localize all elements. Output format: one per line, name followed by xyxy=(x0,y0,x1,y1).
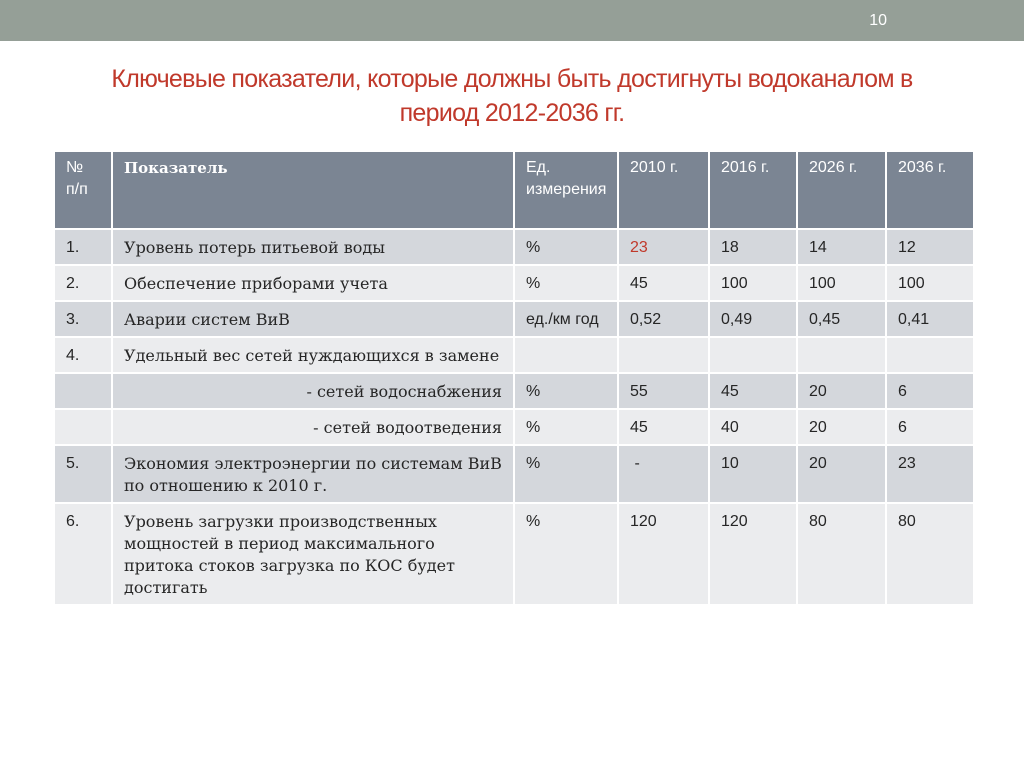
cell-2016: 10 xyxy=(709,445,797,503)
cell-2010: 45 xyxy=(618,409,709,445)
cell-2036 xyxy=(886,337,974,373)
table-row xyxy=(54,301,974,337)
cell-2010 xyxy=(618,229,709,265)
cell-2026 xyxy=(797,337,886,373)
cell-2026: 20 xyxy=(797,373,886,409)
cell-unit: ед./км год xyxy=(514,301,618,337)
cell-2036: 6 xyxy=(886,373,974,409)
cell-num: 4. xyxy=(54,337,112,373)
table-row xyxy=(54,265,974,301)
header-2016: 2016 г. xyxy=(709,151,797,229)
cell-2010: - xyxy=(618,445,709,503)
header-2026: 2026 г. xyxy=(797,151,886,229)
cell-num: 5. xyxy=(54,445,112,503)
highlighted-value: 23 xyxy=(630,239,648,256)
cell-2016: 120 xyxy=(709,503,797,605)
cell-name: Уровень потерь питьевой воды xyxy=(112,229,514,265)
cell-2036: 80 xyxy=(886,503,974,605)
cell-unit: % xyxy=(514,503,618,605)
cell-2016: 100 xyxy=(709,265,797,301)
top-bar xyxy=(0,0,1024,41)
cell-2026: 20 xyxy=(797,445,886,503)
cell-2010: 55 xyxy=(618,373,709,409)
cell-2036: 100 xyxy=(886,265,974,301)
cell-unit: % xyxy=(514,373,618,409)
cell-name: Экономия электроэнергии по системам ВиВ по отношению к 2010 г. xyxy=(112,445,514,503)
indicators-table xyxy=(53,150,975,606)
header-num: № п/п xyxy=(54,151,112,229)
cell-name: - сетей водоснабжения xyxy=(112,373,514,409)
table-row xyxy=(54,445,974,503)
cell-unit: % xyxy=(514,445,618,503)
cell-2016: 40 xyxy=(709,409,797,445)
cell-2026: 14 xyxy=(797,229,886,265)
slide-title-line-2: период 2012-2036 гг. xyxy=(399,99,625,127)
table-row xyxy=(54,229,974,265)
slide-title xyxy=(40,62,984,130)
cell-2016 xyxy=(709,337,797,373)
cell-num: 2. xyxy=(54,265,112,301)
cell-2010: 45 xyxy=(618,265,709,301)
cell-2036: 6 xyxy=(886,409,974,445)
table-row xyxy=(54,409,974,445)
cell-unit: % xyxy=(514,265,618,301)
header-2010: 2010 г. xyxy=(618,151,709,229)
cell-num: 1. xyxy=(54,229,112,265)
slide-number: 10 xyxy=(869,12,887,29)
cell-unit: % xyxy=(514,409,618,445)
cell-unit xyxy=(514,337,618,373)
cell-name: - сетей водоотведения xyxy=(112,409,514,445)
cell-2036: 12 xyxy=(886,229,974,265)
cell-2010: 120 xyxy=(618,503,709,605)
table-header-row xyxy=(54,151,974,229)
cell-name: Аварии систем ВиВ xyxy=(112,301,514,337)
cell-unit: % xyxy=(514,229,618,265)
header-unit: Ед. измерения xyxy=(514,151,618,229)
cell-num: 3. xyxy=(54,301,112,337)
cell-2016: 45 xyxy=(709,373,797,409)
cell-2036: 0,41 xyxy=(886,301,974,337)
header-name: Показатель xyxy=(112,151,514,229)
cell-2026: 100 xyxy=(797,265,886,301)
cell-2026: 0,45 xyxy=(797,301,886,337)
cell-name: Обеспечение приборами учета xyxy=(112,265,514,301)
cell-2010: 0,52 xyxy=(618,301,709,337)
table-row xyxy=(54,373,974,409)
cell-2026: 80 xyxy=(797,503,886,605)
cell-2026: 20 xyxy=(797,409,886,445)
cell-2010 xyxy=(618,337,709,373)
cell-2036: 23 xyxy=(886,445,974,503)
cell-num: 6. xyxy=(54,503,112,605)
cell-num xyxy=(54,373,112,409)
table-row xyxy=(54,503,974,605)
cell-name: Удельный вес сетей нуждающихся в замене xyxy=(112,337,514,373)
cell-2016: 0,49 xyxy=(709,301,797,337)
cell-name: Уровень загрузки производственных мощностей в период максимального притока стоков загрузка по КОС будет достигать xyxy=(112,503,514,605)
slide-title-line-1: Ключевые показатели, которые должны быть достигнуты водоканалом в xyxy=(111,65,913,93)
cell-num xyxy=(54,409,112,445)
header-2036: 2036 г. xyxy=(886,151,974,229)
table-row xyxy=(54,337,974,373)
cell-2016: 18 xyxy=(709,229,797,265)
